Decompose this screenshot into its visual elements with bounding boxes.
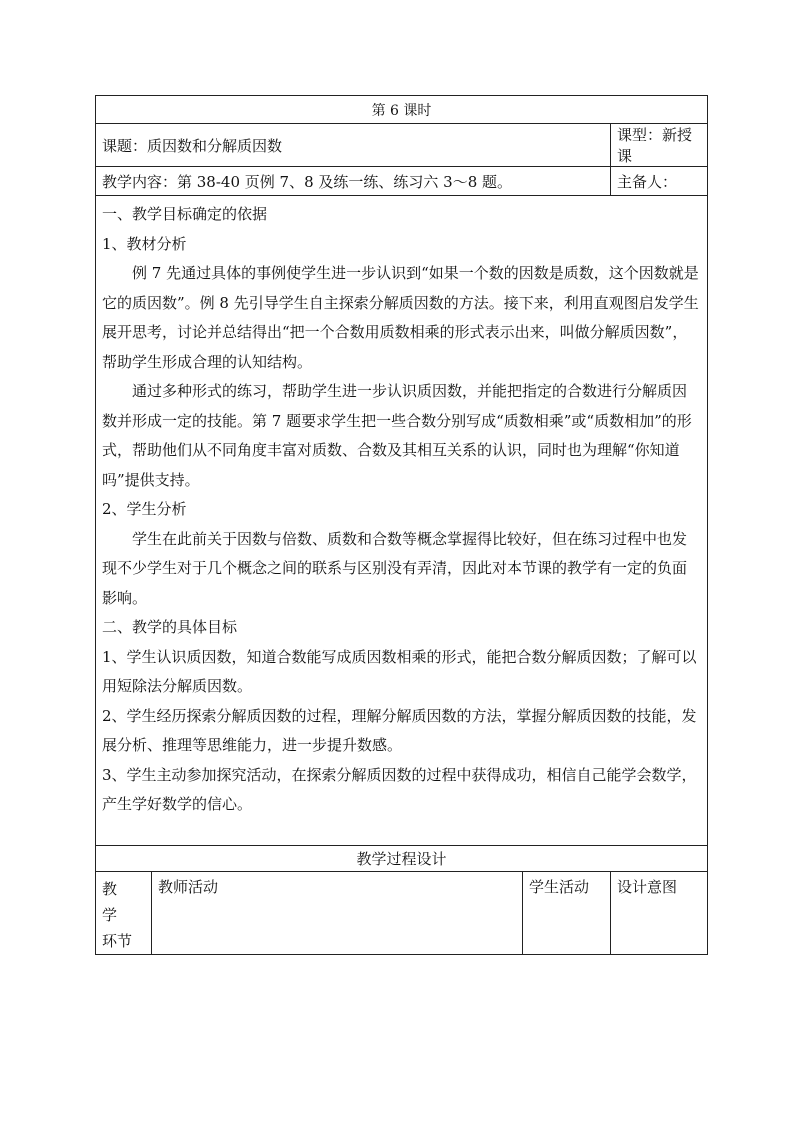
column-stage-line-2: 环节 bbox=[102, 932, 133, 950]
section-heading-basis: 一、教学目标确定的依据 bbox=[102, 205, 268, 223]
student-analysis-para: 学生在此前关于因数与倍数、质数和合数等概念掌握得比较好，但在练习过程中也发现不少学生对于几个概念之间的联系与区别没有弄清，因此对本节课的教学有一定的负面影响。 bbox=[102, 529, 688, 607]
objectives-section bbox=[96, 196, 708, 846]
column-student-activity: 学生活动 bbox=[523, 872, 611, 955]
lesson-preparer: 主备人： bbox=[611, 167, 708, 196]
subheading-students: 2、学生分析 bbox=[102, 500, 187, 518]
column-teacher-activity: 教师活动 bbox=[152, 872, 523, 955]
column-stage-line-1: 教 学 bbox=[102, 880, 132, 924]
textbook-analysis-para-2: 通过多种形式的练习，帮助学生进一步认识质因数，并能把指定的合数进行分解质因数并形成一定的技能。第 7 题要求学生把一些合数分别写成“质数相乘”或“质数相加”的形式，帮助他们从不同角度丰富对质数、合数及其相互关系的认识，同时也为理解“你知道吗”提供支持。 bbox=[102, 382, 692, 489]
goal-item-1: 1、学生认识质因数，知道合数能写成质因数相乘的形式，能把合数分解质因数；了解可以用短除法分解质因数。 bbox=[102, 647, 697, 695]
subheading-textbook: 1、教材分析 bbox=[102, 234, 187, 253]
goal-item-3: 3、学生主动参加探究活动，在探索分解质因数的过程中获得成功，相信自己能学会数学，产生学好数学的信心。 bbox=[102, 765, 697, 813]
lesson-plan-table bbox=[95, 95, 708, 955]
lesson-type: 课型：新授课 bbox=[611, 124, 708, 167]
lesson-topic: 课题：质因数和分解质因数 bbox=[96, 124, 611, 167]
lesson-plan-page bbox=[95, 95, 707, 955]
section-heading-goals: 二、教学的具体目标 bbox=[102, 618, 238, 636]
goal-item-2: 2、学生经历探索分解质因数的过程，理解分解质因数的方法，掌握分解质因数的技能，发展分析、推理等思维能力，进一步提升数感。 bbox=[102, 706, 697, 754]
lesson-content: 教学内容：第 38-40 页例 7、8 及练一练、练习六 3～8 题。 bbox=[96, 167, 611, 196]
textbook-analysis-para-1: 例 7 先通过具体的事例使学生进一步认识到“如果一个数的因数是质数，这个因数就是它的质因数”。例 8 先引导学生自主探索分解质因数的方法。接下来，利用直观图启发学生展开思考，讨论并总结得出“把一个合数用质数相乘的形式表示出来，叫做分解质因数”，帮助学生形成合理的认知结构。 bbox=[102, 264, 699, 371]
column-stage bbox=[96, 872, 152, 955]
column-design-intent: 设计意图 bbox=[611, 872, 708, 955]
process-design-title: 教学过程设计 bbox=[96, 846, 708, 872]
lesson-number: 第 6 课时 bbox=[96, 96, 708, 124]
